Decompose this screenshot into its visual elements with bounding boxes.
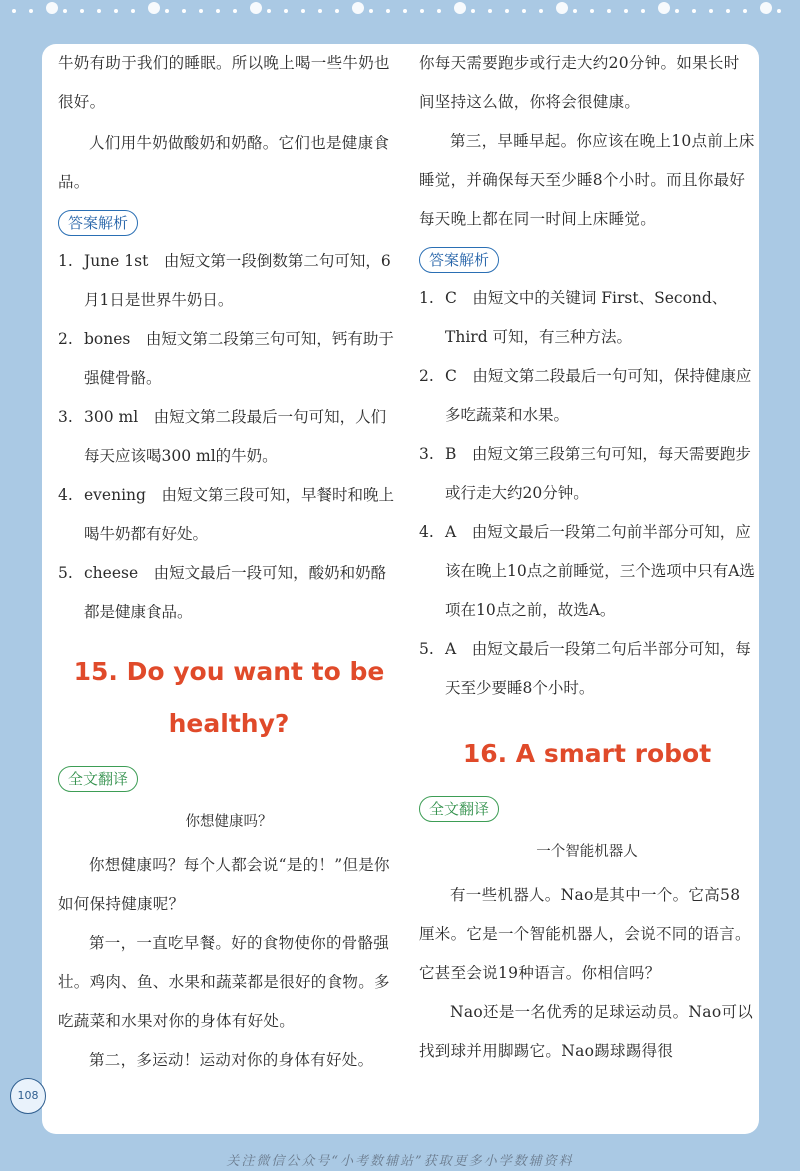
unit-15-title-line1: 15. Do you want to be [73, 657, 385, 686]
binder-dot [590, 9, 594, 13]
answer-num: 4. [419, 523, 434, 541]
answer-item [58, 476, 400, 554]
answer-item [58, 320, 400, 398]
answer-text: C 由短文第二段最后一句可知，保持健康应多吃蔬菜和水果。 [445, 367, 752, 424]
binder-dot [182, 9, 186, 13]
binder-dot [403, 9, 407, 13]
binder-strip [0, 0, 800, 40]
binder-dot [97, 9, 101, 13]
answer-list [419, 279, 755, 708]
answer-text: 300 ml 由短文第二段最后一句可知，人们每天应该喝300 ml的牛奶。 [84, 408, 387, 465]
answer-num: 3. [58, 408, 73, 426]
binder-dot [318, 9, 322, 13]
binder-dot [199, 9, 203, 13]
answer-item [419, 435, 755, 513]
binder-dot [80, 9, 84, 13]
answer-num: 5. [419, 640, 434, 658]
binder-dot [267, 9, 271, 13]
translation-para-1: 有一些机器人。Nao是其中一个。它高58厘米。它是一个智能机器人，会说不同的语言。它甚至会说19种语言。你相信吗？ [419, 886, 751, 982]
answer-item [58, 242, 400, 320]
binder-dot [131, 9, 135, 13]
answer-text: B 由短文第三段第三句可知，每天需要跑步或行走大约20分钟。 [445, 445, 751, 502]
right-para-2: 第三，早睡早起。你应该在晚上10点前上床睡觉，并确保每天至少睡8个小时。而且你最好每天晚上都在同一时间上床睡觉。 [419, 132, 755, 228]
binder-dot [63, 9, 67, 13]
binder-dot [777, 9, 781, 13]
left-para-1: 牛奶有助于我们的睡眠。所以晚上喝一些牛奶也很好。 [58, 54, 390, 111]
answer-item [58, 398, 400, 476]
footer-note: 关注微信公众号“小考数辅站”获取更多小学数辅资料 [226, 1154, 574, 1169]
binder-dot [675, 9, 679, 13]
answer-text: evening 由短文第三段可知，早餐时和晚上喝牛奶都有好处。 [84, 486, 394, 543]
binder-dot [471, 9, 475, 13]
translation-badge: 全文翻译 [58, 766, 138, 792]
answer-num: 4. [58, 486, 73, 504]
binder-hole [46, 2, 58, 14]
translation-para-2: Nao还是一名优秀的足球运动员。Nao可以找到球并用脚踢它。Nao踢球踢得很 [419, 1003, 754, 1060]
translation-para-1: 你想健康吗？每个人都会说“是的！”但是你如何保持健康呢？ [58, 856, 390, 913]
binder-dot [709, 9, 713, 13]
answer-num: 5. [58, 564, 73, 582]
unit-15-title [58, 646, 400, 750]
binder-dot [573, 9, 577, 13]
left-column [58, 44, 400, 1080]
binder-hole [352, 2, 364, 14]
binder-dot [505, 9, 509, 13]
answer-num: 1. [419, 289, 434, 307]
binder-dot [216, 9, 220, 13]
answer-badge: 答案解析 [419, 247, 499, 273]
translation-badge: 全文翻译 [419, 796, 499, 822]
translation-title: 你想健康吗？ [185, 814, 273, 830]
answer-num: 2. [419, 367, 434, 385]
binder-hole [454, 2, 466, 14]
binder-dot [386, 9, 390, 13]
left-para-2: 人们用牛奶做酸奶和奶酪。它们也是健康食品。 [58, 134, 390, 191]
binder-dot [624, 9, 628, 13]
binder-hole [250, 2, 262, 14]
binder-dot [437, 9, 441, 13]
answer-item [419, 513, 755, 630]
binder-hole [760, 2, 772, 14]
answer-item [419, 357, 755, 435]
binder-dot [726, 9, 730, 13]
binder-dot [233, 9, 237, 13]
answer-item [419, 279, 755, 357]
answer-text: C 由短文中的关键词 First、Second、Third 可知，有三种方法。 [445, 289, 728, 346]
binder-dot [539, 9, 543, 13]
binder-dot [607, 9, 611, 13]
answer-list [58, 242, 400, 632]
translation-para-2: 第一，一直吃早餐。好的食物使你的骨骼强壮。鸡肉、鱼、水果和蔬菜都是很好的食物。多吃蔬菜和水果对你的身体有好处。 [58, 934, 390, 1030]
right-para-1: 你每天需要跑步或行走大约20分钟。如果长时间坚持这么做，你将会很健康。 [419, 54, 740, 111]
unit-16-title: 16. A smart robot [462, 739, 712, 768]
binder-dot [743, 9, 747, 13]
answer-item [419, 630, 755, 708]
binder-dot [488, 9, 492, 13]
translation-para-3: 第二，多运动！运动对你的身体有好处。 [89, 1051, 374, 1069]
binder-dot [29, 9, 33, 13]
answer-text: cheese 由短文最后一段可知，酸奶和奶酪都是健康食品。 [84, 564, 387, 621]
answer-badge: 答案解析 [58, 210, 138, 236]
answer-text: A 由短文最后一段第二句前半部分可知，应该在晚上10点之前睡觉，三个选项中只有A选项在10点之前，故选A。 [445, 523, 755, 619]
page-sheet [42, 44, 759, 1134]
binder-dot [522, 9, 526, 13]
answer-num: 1. [58, 252, 73, 270]
binder-hole [556, 2, 568, 14]
binder-dot [335, 9, 339, 13]
answer-num: 2. [58, 330, 73, 348]
binder-dot [420, 9, 424, 13]
binder-hole [658, 2, 670, 14]
binder-hole [148, 2, 160, 14]
right-column [419, 44, 755, 1071]
page-number: 108 [10, 1078, 46, 1114]
binder-dot [692, 9, 696, 13]
binder-dot [284, 9, 288, 13]
answer-num: 3. [419, 445, 434, 463]
answer-text: June 1st 由短文第一段倒数第二句可知，6月1日是世界牛奶日。 [84, 252, 391, 309]
binder-dot [165, 9, 169, 13]
binder-dot [369, 9, 373, 13]
binder-dot [301, 9, 305, 13]
translation-title: 一个智能机器人 [536, 844, 638, 860]
binder-dot [12, 9, 16, 13]
answer-item [58, 554, 400, 632]
binder-dot [641, 9, 645, 13]
answer-text: bones 由短文第二段第三句可知，钙有助于强健骨骼。 [84, 330, 394, 387]
answer-text: A 由短文最后一段第二句后半部分可知，每天至少要睡8个小时。 [445, 640, 751, 697]
binder-dot [114, 9, 118, 13]
unit-15-title-line2: healthy? [168, 709, 290, 738]
